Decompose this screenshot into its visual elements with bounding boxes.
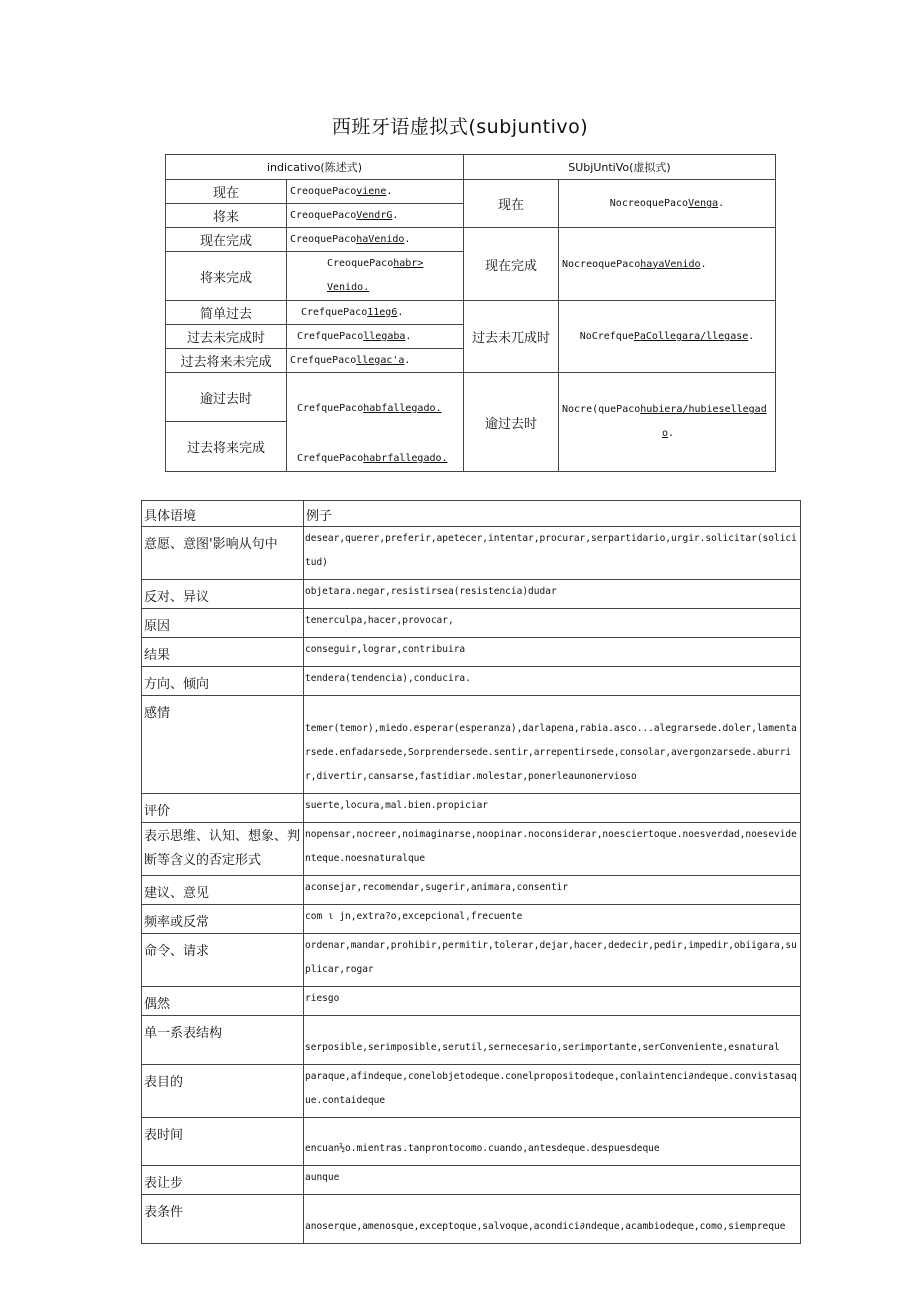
table-row [142,696,801,794]
subjunctive-header: SUbjUntiVo(虚拟式) [464,155,776,180]
subj-tense-label: 逾过去时 [464,373,559,472]
subj-tense-label: 现在完成 [464,228,559,301]
table-row [142,1065,801,1118]
tense-label: 逾过去时 [166,373,287,422]
table-row [142,667,801,696]
example-cell: riesgo [304,987,801,1016]
example-cell: nopensar,nocreer,noimaginarse,noopinar.noconsiderar,noesciertoque.noesverdad,noesevidenteque.noesnaturalque [304,823,801,876]
table-row [142,638,801,667]
example-cell: temer(temor),miedo.esperar(esperanza),darlapena,rabia.asco...alegrarsede.doler,lamentarsede.enfadarsede,Sorprendersede.sentir,arrepentirsede,consolar,avergonzarsede.aburrir,divertir,cansarse,fastidiar.molestar,ponerleaunonervioso [304,696,801,794]
table-row [142,987,801,1016]
tense-example: CrefquePacohabfallegado. CrefquePacohabrfallegado. [287,373,464,472]
table-row [142,934,801,987]
table-row [142,905,801,934]
context-cell: 意愿、意图'影响从句中 [142,527,304,580]
tense-label: 过去将来完成 [166,422,287,472]
context-cell: 结果 [142,638,304,667]
subj-tense-example: NocreoquePacoVenga. [559,180,776,228]
tense-label: 将来 [166,204,287,228]
tense-label: 现在 [166,180,287,204]
subj-tense-example: NoCrefquePaCollegara/llegase. [559,301,776,373]
table-row [142,823,801,876]
table-row [142,1118,801,1166]
example-cell: tenerculpa,hacer,provocar, [304,609,801,638]
subjunctive-contexts-table [141,500,801,1244]
context-cell: 频率或反常 [142,905,304,934]
context-cell: 偶然 [142,987,304,1016]
example-header: 例子 [304,501,801,527]
example-cell: com ι jn,extra?o,excepcional,frecuente [304,905,801,934]
context-cell: 方向、倾向 [142,667,304,696]
context-cell: 反对、异议 [142,580,304,609]
context-header: 具体语境 [142,501,304,527]
context-cell: 表时间 [142,1118,304,1166]
subj-tense-example: NocreoquePacohayaVenido. [559,228,776,301]
subj-tense-example: Nocre(quePacohubiera/hubiesellegad o. [559,373,776,472]
example-cell: desear,querer,preferir,apetecer,intentar,procurar,serpartidario,urgir.solicitar(solicitud) [304,527,801,580]
example-cell: conseguir,lograr,contribuira [304,638,801,667]
example-cell: anoserque,amenosque,exceptoque,salvoque,acondici∂ndeque,acambiodeque,como,siempreque [304,1195,801,1244]
context-cell: 命令、请求 [142,934,304,987]
context-cell: 评价 [142,794,304,823]
example-cell: objetara.negar,resistirsea(resistencia)dudar [304,580,801,609]
tense-example: CreoquePacohaVenido. [287,228,464,252]
table-row [142,876,801,905]
page-title: 西班牙语虚拟式(subjuntivo) [331,116,589,138]
context-cell: 表让步 [142,1166,304,1195]
example-cell: suerte,locura,mal.bien.propiciar [304,794,801,823]
subj-tense-label: 过去未兀成时 [464,301,559,373]
example-cell: aunque [304,1166,801,1195]
tense-label: 将来完成 [166,252,287,301]
example-cell: tendera(tendencia),conducira. [304,667,801,696]
table-row [142,1166,801,1195]
tense-example: CreoquePacoVendrG. [287,204,464,228]
example-cell: paraque,afindeque,conelobjetodeque.conelpropositodeque,conlaintenci∂ndeque.convistasaque.contaideque [304,1065,801,1118]
tense-example: CreoquePacoviene. [287,180,464,204]
tense-label: 现在完成 [166,228,287,252]
indicative-subjunctive-table [165,154,776,472]
tense-example: CreoquePacohabr> Venido. [287,252,464,301]
table-row [142,1195,801,1244]
example-cell: ordenar,mandar,prohibir,permitir,tolerar,dejar,hacer,dedecir,pedir,impedir,obiigara,suplicar,rogar [304,934,801,987]
example-cell: encuan½o.mientras.tanprontocomo.cuando,antesdeque.despuesdeque [304,1118,801,1166]
tense-example: CrefquePacollegac'a. [287,349,464,373]
example-cell: serposible,serimposible,serutil,sernecesario,serimportante,serConveniente,esnatural [304,1016,801,1065]
tense-label: 过去将来未完成 [166,349,287,373]
table-row [142,794,801,823]
example-cell: aconsejar,recomendar,sugerir,animara,consentir [304,876,801,905]
context-cell: 原因 [142,609,304,638]
table-row [142,527,801,580]
tense-label: 过去未完成时 [166,325,287,349]
context-cell: 表示思维、认知、想象、判断等含义的否定形式 [142,823,304,876]
context-cell: 感情 [142,696,304,794]
context-cell: 表目的 [142,1065,304,1118]
table-row [142,609,801,638]
context-cell: 单一系表结构 [142,1016,304,1065]
context-cell: 建议、意见 [142,876,304,905]
context-cell: 表条件 [142,1195,304,1244]
indicative-header: indicativo(陈述式) [166,155,464,180]
tense-label: 简单过去 [166,301,287,325]
tense-example: CrefquePaco11eg6. [287,301,464,325]
subj-tense-label: 现在 [464,180,559,228]
table-row [142,1016,801,1065]
table-row [142,580,801,609]
tense-example: CrefquePacollegaba. [287,325,464,349]
